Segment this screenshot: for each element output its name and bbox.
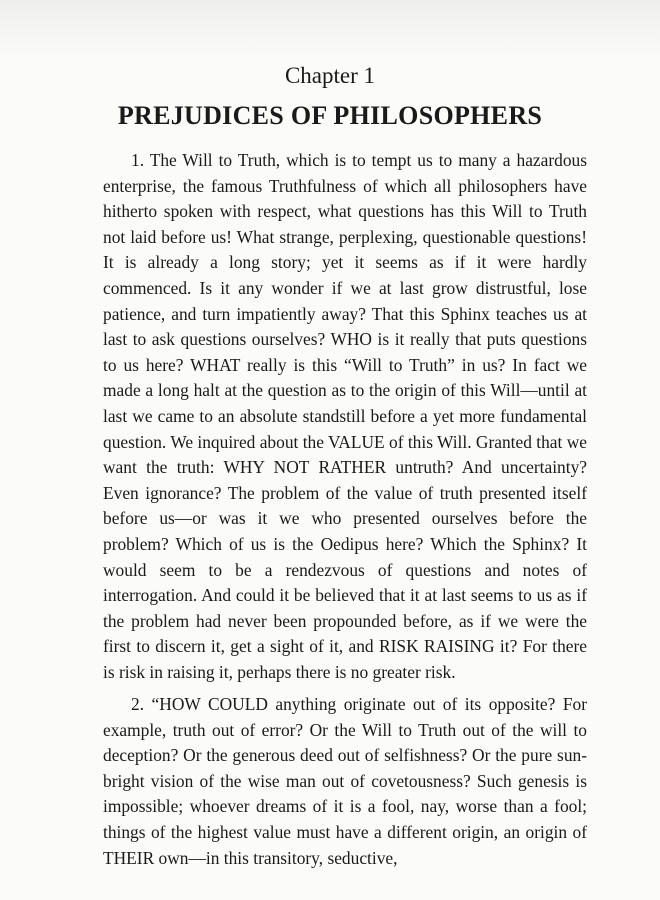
paragraph-1: 1. The Will to Truth, which is to tempt us to many a hazardous enterprise, the famous Truthfulness of which all philosophers have hitherto spoken with respect, what questions has this Will to Truth not laid before us! What strange, perplexing, questionable questions! It is already a long story; yet it seems as if it were hardly commenced. Is it any wonder if we at last grow distrustful, lose patience, and turn impatiently away? That this Sphinx teaches us at last to ask questions ourselves? WHO is it really that puts questions to us here? WHAT really is this “Will to Truth” in us? In fact we made a long halt at the question as to the origin of this Will—until at last we came to an absolute standstill before a yet more fundamental question. We inquired about the VALUE of this Will. Granted that we want the truth: WHY NOT RATHER untruth? And uncertainty? Even ignorance? The problem of the value of truth presented itself before us—or was it we who presented ourselves before the problem? Which of us is the Oedipus here? Which the Sphinx? It would seem to be a rendezvous of questions and notes of interrogation. And could it be believed that it at last seems to us as if the problem had never been propounded before, as if we were the first to discern it, get a sight of it, and RISK RAISING it? For there is risk in raising it, perhaps there is no greater risk.: [103, 150, 587, 682]
page-edge-shadow: [0, 0, 660, 60]
chapter-title: PREJUDICES OF PHILOSOPHERS: [117, 101, 543, 130]
paragraph-2: 2. “HOW COULD anything originate out of its opposite? For example, truth out of error? Or the Will to Truth out of the will to deception? Or the generous deed out of selfishness? Or the pure sun-bright vision of the wise man out of covetousness? Such genesis is impossible; whoever dreams of it is a fool, nay, worse than a fool; things of the highest value must have a different origin, an origin of THEIR own—in this transitory, seductive,: [103, 694, 587, 868]
chapter-label: Chapter 1: [284, 63, 376, 88]
